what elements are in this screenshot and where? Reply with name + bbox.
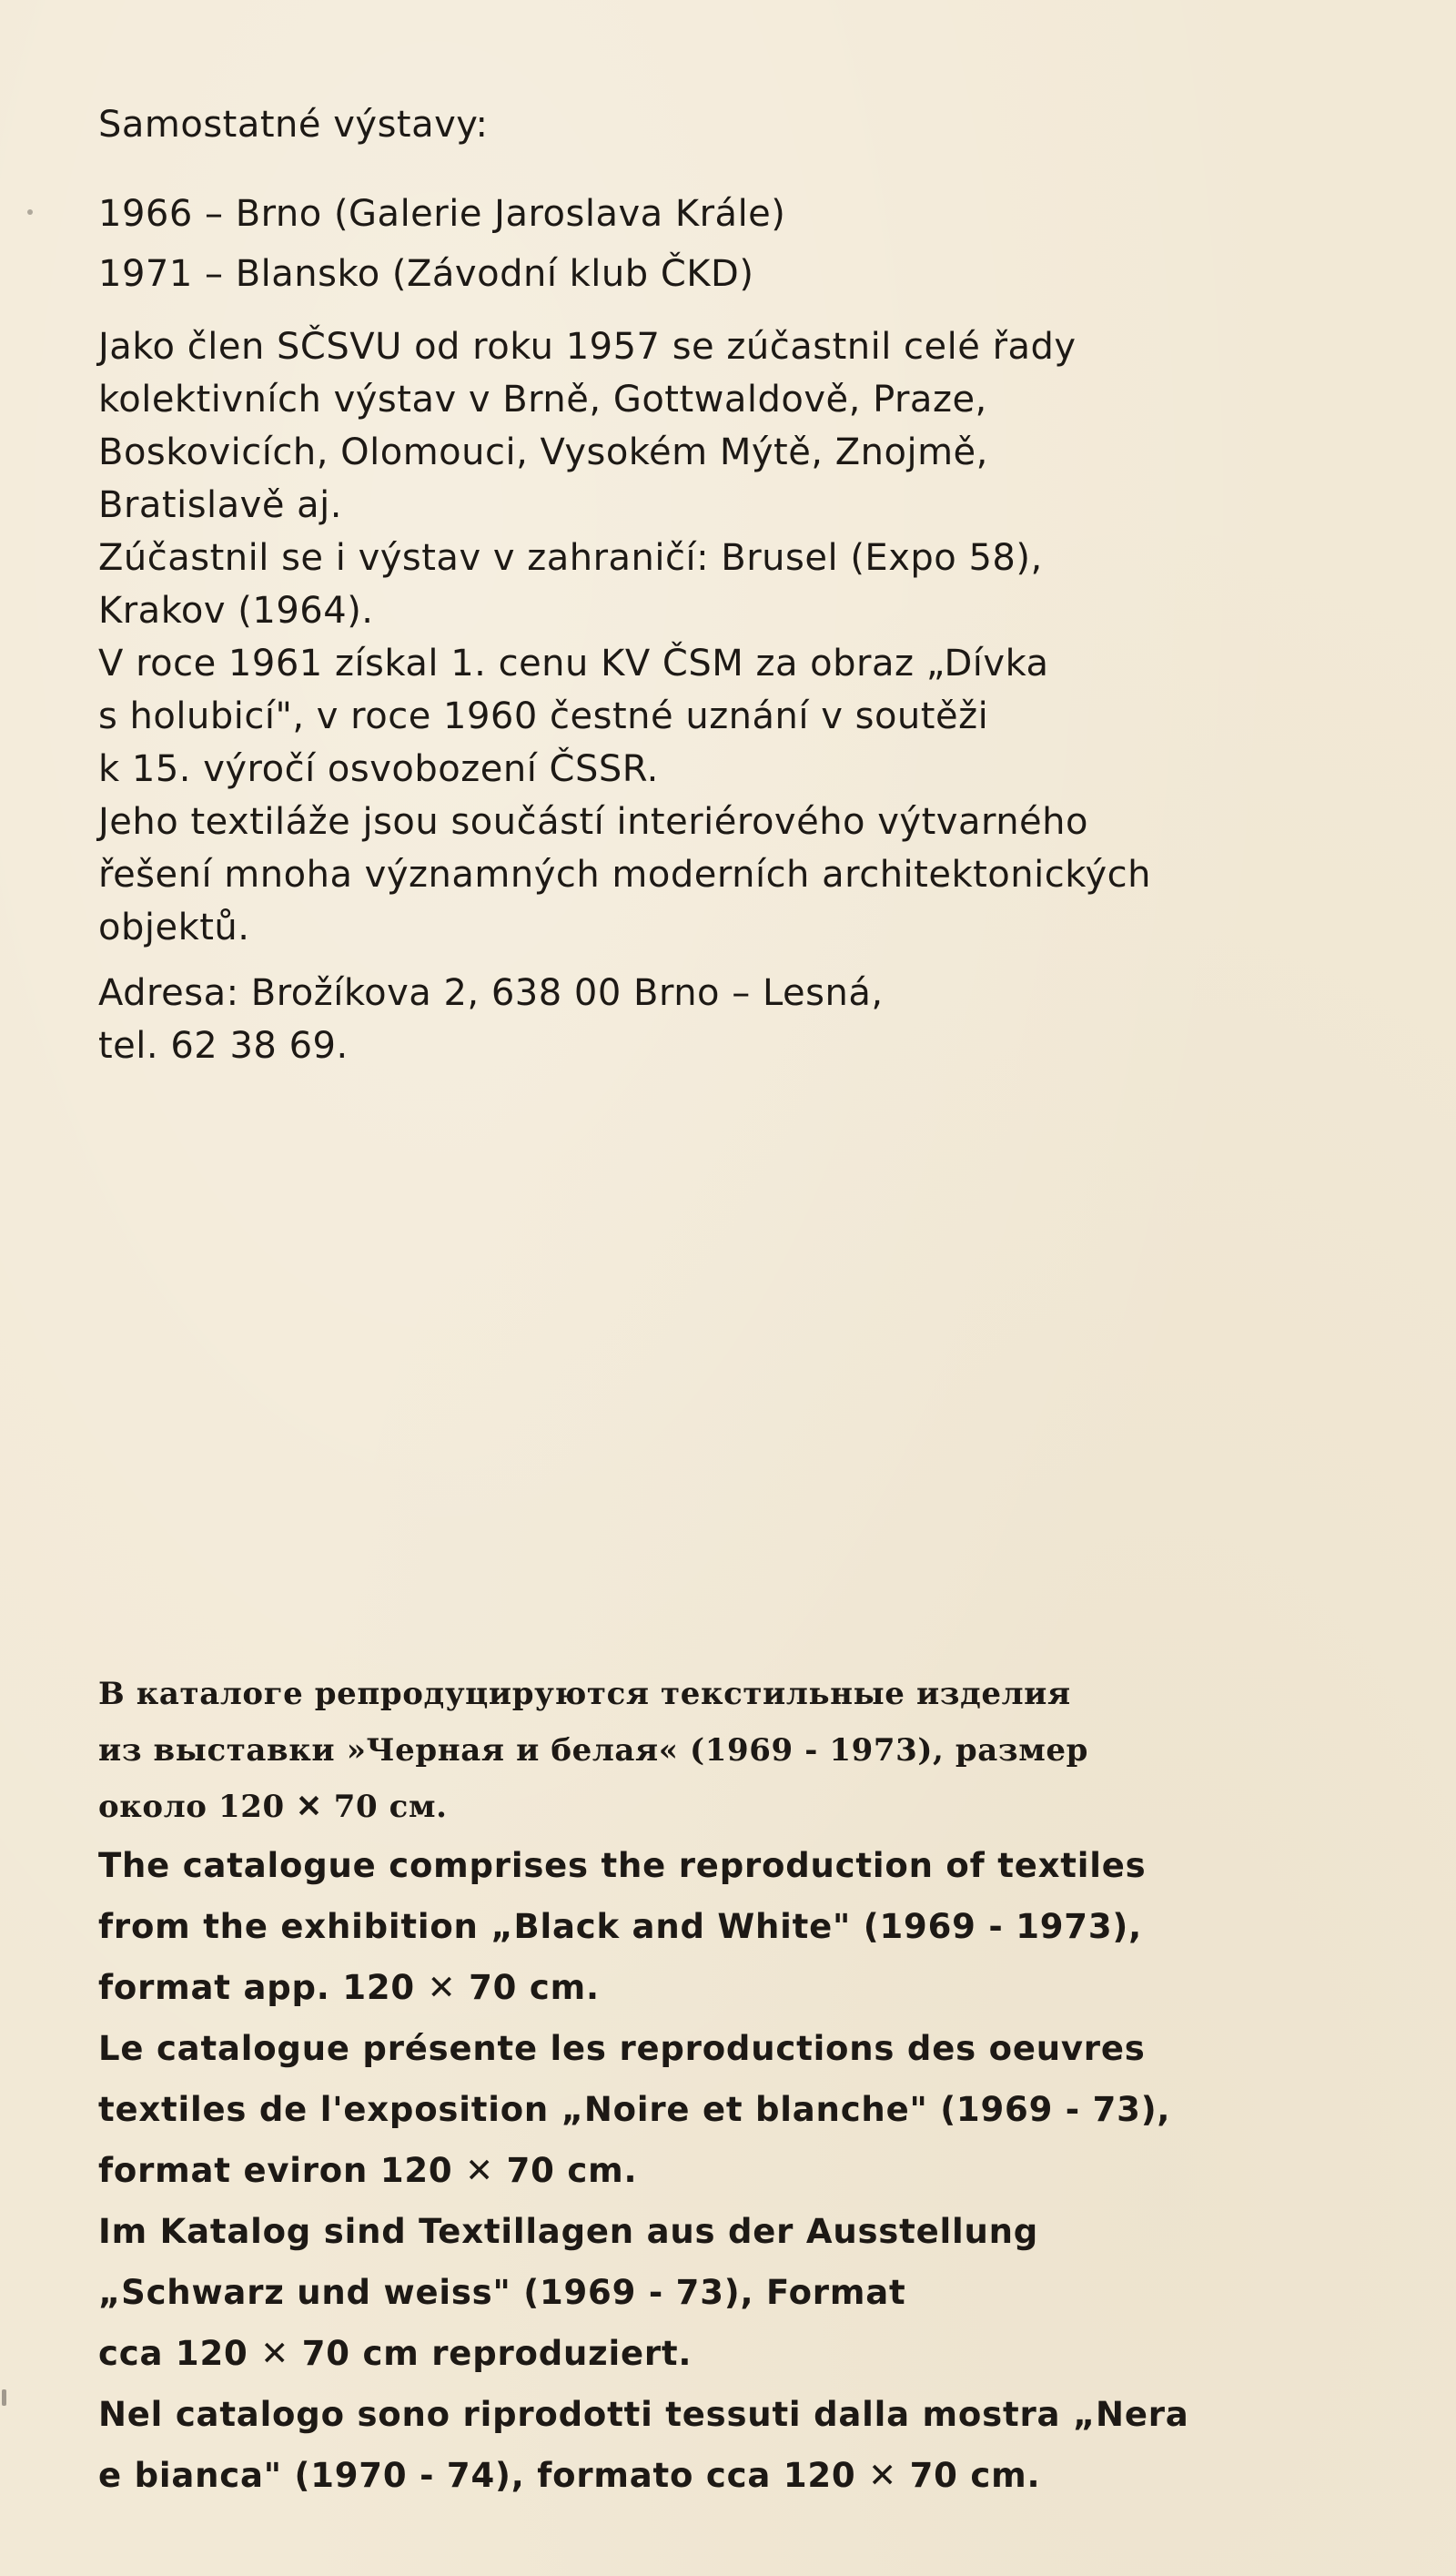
solo-exhibitions-heading: Samostatné výstavy: [98,104,489,146]
text-line: „Schwarz und weiss" (1969 - 73), Format [98,2273,906,2312]
text-line: V roce 1961 získal 1. cenu KV ČSM za obraz „Dívka [98,643,1049,685]
exhibition-entry: 1971 – Blansko (Závodní klub ČKD) [98,253,754,295]
text-line: около 120 ✕ 70 см. [98,1789,448,1825]
address-block [98,967,1354,1072]
text-line: Boskovicích, Olomouci, Vysokém Mýtě, Znojmě, [98,431,988,473]
text-line: Nel catalogo sono riprodotti tessuti dalla mostra „Nera [98,2395,1189,2434]
text-line: textiles de l'exposition „Noire et blanche" (1969 - 73), [98,2090,1171,2129]
text-line: objektů. [98,907,250,948]
phone-line: tel. 62 38 69. [98,1025,349,1067]
exhibition-entry: 1966 – Brno (Galerie Jaroslava Krále) [98,193,786,235]
text-line: format app. 120 ✕ 70 cm. [98,1968,600,2007]
italian-paragraph [98,2384,1354,2506]
scan-speck [27,209,33,215]
text-line: s holubicí", v roce 1960 čestné uznání v soutěži [98,695,989,737]
text-line: Krakov (1964). [98,590,374,632]
text-line: from the exhibition „Black and White" (1969 - 1973), [98,1907,1142,1946]
text-line: format eviron 120 ✕ 70 cm. [98,2151,638,2190]
text-line: из выставки »Черная и белая« (1969 - 1973), размер [98,1732,1088,1769]
address-line: Adresa: Brožíkova 2, 638 00 Brno – Lesná, [98,972,884,1014]
text-line: Im Katalog sind Textillagen aus der Ausstellung [98,2212,1039,2251]
text-line: řešení mnoha významných moderních architektonických [98,854,1151,896]
french-paragraph [98,2018,1354,2201]
text-line: The catalogue comprises the reproduction of textiles [98,1846,1147,1885]
multilingual-block [98,1666,1354,2506]
collective-exhibitions-paragraph [98,320,1354,954]
text-line: Zúčastnil se i výstav v zahraničí: Brusel (Expo 58), [98,537,1043,579]
text-line: В каталоге репродуцируются текстильные изделия [98,1676,1071,1712]
text-line: cca 120 ✕ 70 cm reproduziert. [98,2334,693,2373]
text-line: Jeho textiláže jsou součástí interiérového výtvarného [98,801,1088,843]
text-line: e bianca" (1970 - 74), formato cca 120 ✕ 70 cm. [98,2456,1041,2495]
text-line: Jako člen SČSVU od roku 1957 se zúčastnil celé řady [98,326,1077,368]
english-paragraph [98,1835,1354,2018]
text-line: kolektivních výstav v Brně, Gottwaldově, Praze, [98,379,987,421]
scan-speck [2,2389,6,2406]
german-paragraph [98,2201,1354,2384]
text-line: Bratislavě aj. [98,484,342,526]
text-line: k 15. výročí osvobození ČSSR. [98,748,659,790]
text-line: Le catalogue présente les reproductions des oeuvres [98,2029,1146,2068]
czech-text-block [98,98,1354,1072]
russian-paragraph [98,1666,1354,1835]
